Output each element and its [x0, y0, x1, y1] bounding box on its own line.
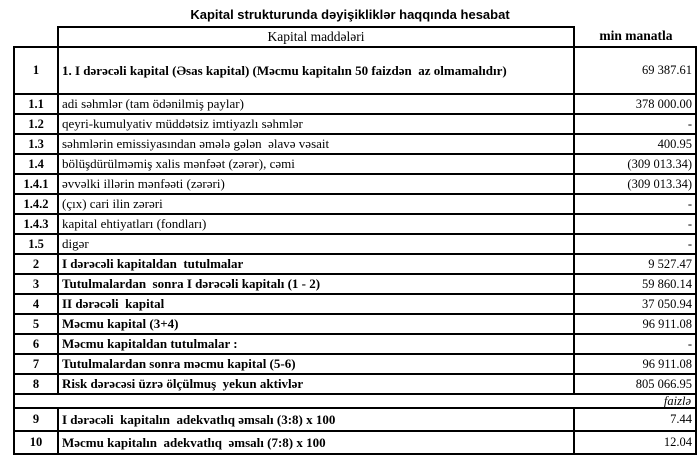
table-row — [15, 333, 695, 353]
column-header-kapital-maddeleri: Kapital maddələri — [57, 26, 575, 46]
capital-table — [13, 46, 697, 455]
row-label: I dərəcəli kapitaldan tutulmalar — [59, 255, 575, 273]
row-label: II dərəcəli kapital — [59, 295, 575, 313]
row-label: qeyri-kumulyativ müddətsiz imtiyazlı səhmlər — [59, 115, 575, 133]
row-value: 378 000.00 — [635, 96, 692, 111]
table-row — [15, 113, 695, 133]
row-label: Tutulmalardan sonra I dərəcəli kapitalı (1 - 2) — [59, 275, 575, 293]
table-row — [15, 173, 695, 193]
row-label: digər — [59, 235, 575, 253]
row-label: Məcmu kapital (3+4) — [59, 315, 575, 333]
header-number-column-spacer — [13, 26, 57, 46]
table-row — [15, 273, 695, 293]
row-label: adi səhmlər (tam ödənilmiş paylar) — [59, 95, 575, 113]
row-value: 9 527.47 — [648, 256, 692, 271]
row-label: Məcmu kapitalın adekvatlıq əmsalı (7:8) x 100 — [59, 432, 575, 453]
row-number: 7 — [15, 355, 59, 373]
row-value: - — [687, 116, 692, 131]
row-label: Məcmu kapitaldan tutulmalar : — [59, 335, 575, 353]
row-label: kapital ehtiyatları (fondları) — [59, 215, 575, 233]
row-label: (çıx) cari ilin zərəri — [59, 195, 575, 213]
row-number: 4 — [15, 295, 59, 313]
row-number: 1.5 — [15, 235, 59, 253]
table-row — [15, 93, 695, 113]
row-value: 96 911.08 — [642, 316, 692, 331]
row-number: 10 — [15, 432, 59, 453]
table-row — [15, 48, 695, 93]
table-row — [15, 233, 695, 253]
row-value: 96 911.08 — [642, 356, 692, 371]
row-value: 400.95 — [657, 136, 692, 151]
row-number: 1.3 — [15, 135, 59, 153]
table-row — [15, 407, 695, 430]
row-number: 5 — [15, 315, 59, 333]
row-value: 69 387.61 — [642, 63, 692, 77]
row-label: 1. I dərəcəli kapital (Əsas kapital) (Məcmu kapitalın 50 faizdən az olmamalıdır) — [59, 48, 575, 93]
table-row — [15, 213, 695, 233]
table-row — [15, 373, 695, 393]
table-row — [15, 193, 695, 213]
row-value: - — [687, 336, 692, 351]
row-label: bölüşdürülməmiş xalis mənfəət (zərər), cəmi — [59, 155, 575, 173]
row-value: 805 066.95 — [635, 376, 692, 391]
row-number: 8 — [15, 375, 59, 393]
row-number: 1.4 — [15, 155, 59, 173]
row-number: 1.4.2 — [15, 195, 59, 213]
row-label: Risk dərəcəsi üzrə ölçülmuş yekun aktivlər — [59, 375, 575, 393]
row-label: səhmlərin emissiyasından əmələ gələn əlavə vəsait — [59, 135, 575, 153]
table-row — [15, 133, 695, 153]
row-number: 2 — [15, 255, 59, 273]
unit-separator-row: faizlə — [15, 393, 695, 407]
row-value: - — [687, 216, 692, 231]
row-label: I dərəcəli kapitalın adekvatlıq əmsalı (3:8) x 100 — [59, 409, 575, 430]
table-header-row — [13, 26, 697, 46]
row-value: 37 050.94 — [642, 296, 692, 311]
row-number: 6 — [15, 335, 59, 353]
row-value: - — [687, 196, 692, 211]
row-number: 1.4.3 — [15, 215, 59, 233]
row-value: 7.44 — [670, 412, 692, 426]
row-label: əvvəlki illərin mənfəəti (zərəri) — [59, 175, 575, 193]
row-number: 1.2 — [15, 115, 59, 133]
table-row — [15, 430, 695, 453]
row-value: (309 013.34) — [627, 176, 692, 191]
row-value: 12.04 — [663, 435, 692, 449]
row-value: 59 860.14 — [642, 276, 692, 291]
table-row — [15, 313, 695, 333]
row-value: (309 013.34) — [627, 156, 692, 171]
table-row — [15, 353, 695, 373]
table-row — [15, 293, 695, 313]
row-value: - — [687, 236, 692, 251]
row-number: 1.4.1 — [15, 175, 59, 193]
column-header-min-manatla: min manatla — [599, 28, 673, 43]
row-number: 1.1 — [15, 95, 59, 113]
table-row — [15, 253, 695, 273]
row-number: 9 — [15, 409, 59, 430]
report-title: Kapital strukturunda dəyişikliklər haqqında hesabat — [190, 7, 510, 22]
table-row — [15, 153, 695, 173]
row-number: 1 — [15, 48, 59, 93]
row-number: 3 — [15, 275, 59, 293]
row-label: Tutulmalardan sonra məcmu kapital (5-6) — [59, 355, 575, 373]
